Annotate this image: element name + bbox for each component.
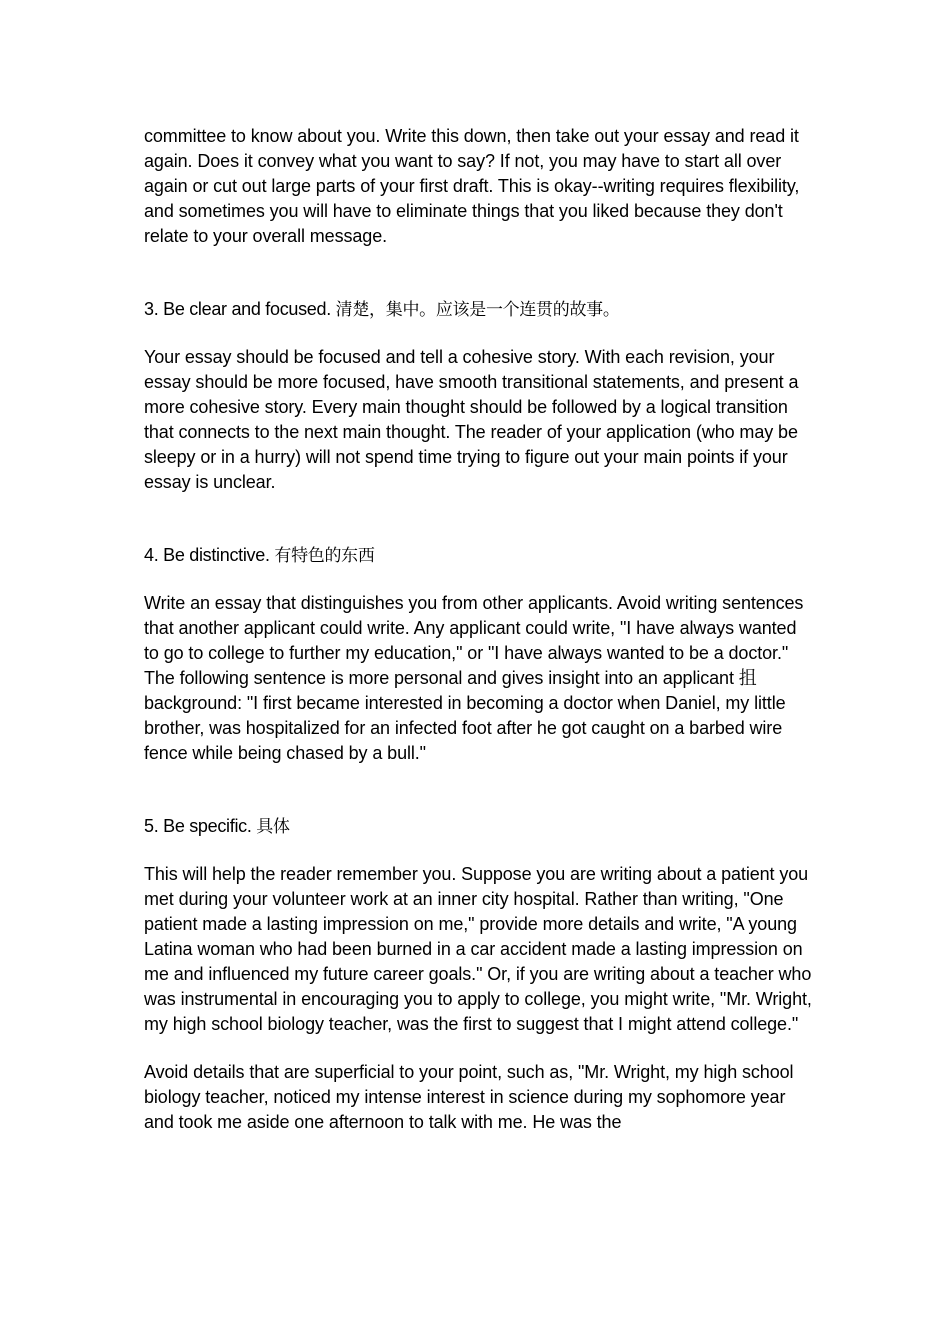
intro-paragraph: committee to know about you. Write this down, then take out your essay and read it again. Does it convey what you want to say? If not, you may have to start all over again or cut out large parts of your first draft. This is okay--writing requires flexibility, and sometimes you will have to eliminate things that you liked because they don't relate to your overall message. xyxy=(144,126,800,246)
section-heading xyxy=(144,814,814,840)
section-5 xyxy=(144,814,814,1135)
section-3 xyxy=(144,297,814,495)
section-paragraph: Write an essay that distinguishes you from other applicants. Avoid writing sentences that another applicant could write. Any applicant could write, "I have always wanted to go to college to further my education," or "I have always wanted to be a doctor." The following sentence is more personal and gives insight into an applicant 抯 background: "I first became interested in becoming a doctor when Daniel, my little brother, was hospitalized for an infected foot after he got caught on a barbed wire fence while being chased by a bull." xyxy=(144,593,804,763)
section-heading xyxy=(144,297,814,323)
section-title-cn: 清楚，集中。应该是一个连贯的故事。 xyxy=(335,300,620,320)
section-title-cn: 具体 xyxy=(256,817,290,837)
section-title: 4. Be distinctive. xyxy=(144,545,270,565)
section-title-cn: 有特色的东西 xyxy=(274,546,375,566)
section-title: 5. Be specific. xyxy=(144,816,252,836)
section-paragraph: Your essay should be focused and tell a cohesive story. With each revision, your essay should be more focused, have smooth transitional statements, and present a more cohesive story. Every main thought should be followed by a logical transition that connects to the next main thought. The reader of your application (who may be sleepy or in a hurry) will not spend time trying to figure out your main points if your essay is unclear. xyxy=(144,347,799,492)
section-paragraph: Avoid details that are superficial to your point, such as, "Mr. Wright, my high school biology teacher, noticed my intense interest in science during my sophomore year and took me aside one afternoon to talk with me. He was the xyxy=(144,1062,794,1132)
section-heading xyxy=(144,543,814,569)
section-4 xyxy=(144,543,814,766)
document-page xyxy=(144,124,814,1158)
section-title: 3. Be clear and focused. xyxy=(144,299,331,319)
section-paragraph: This will help the reader remember you. Suppose you are writing about a patient you met during your volunteer work at an inner city hospital. Rather than writing, "One patient made a lasting impression on me," provide more details and write, "A young Latina woman who had been burned in a car accident made a lasting impression on me and influenced my future career goals." Or, if you are writing about a teacher who was instrumental in encouraging you to apply to college, you might write, "Mr. Wright, my high school biology teacher, was the first to suggest that I might attend college." xyxy=(144,864,812,1034)
